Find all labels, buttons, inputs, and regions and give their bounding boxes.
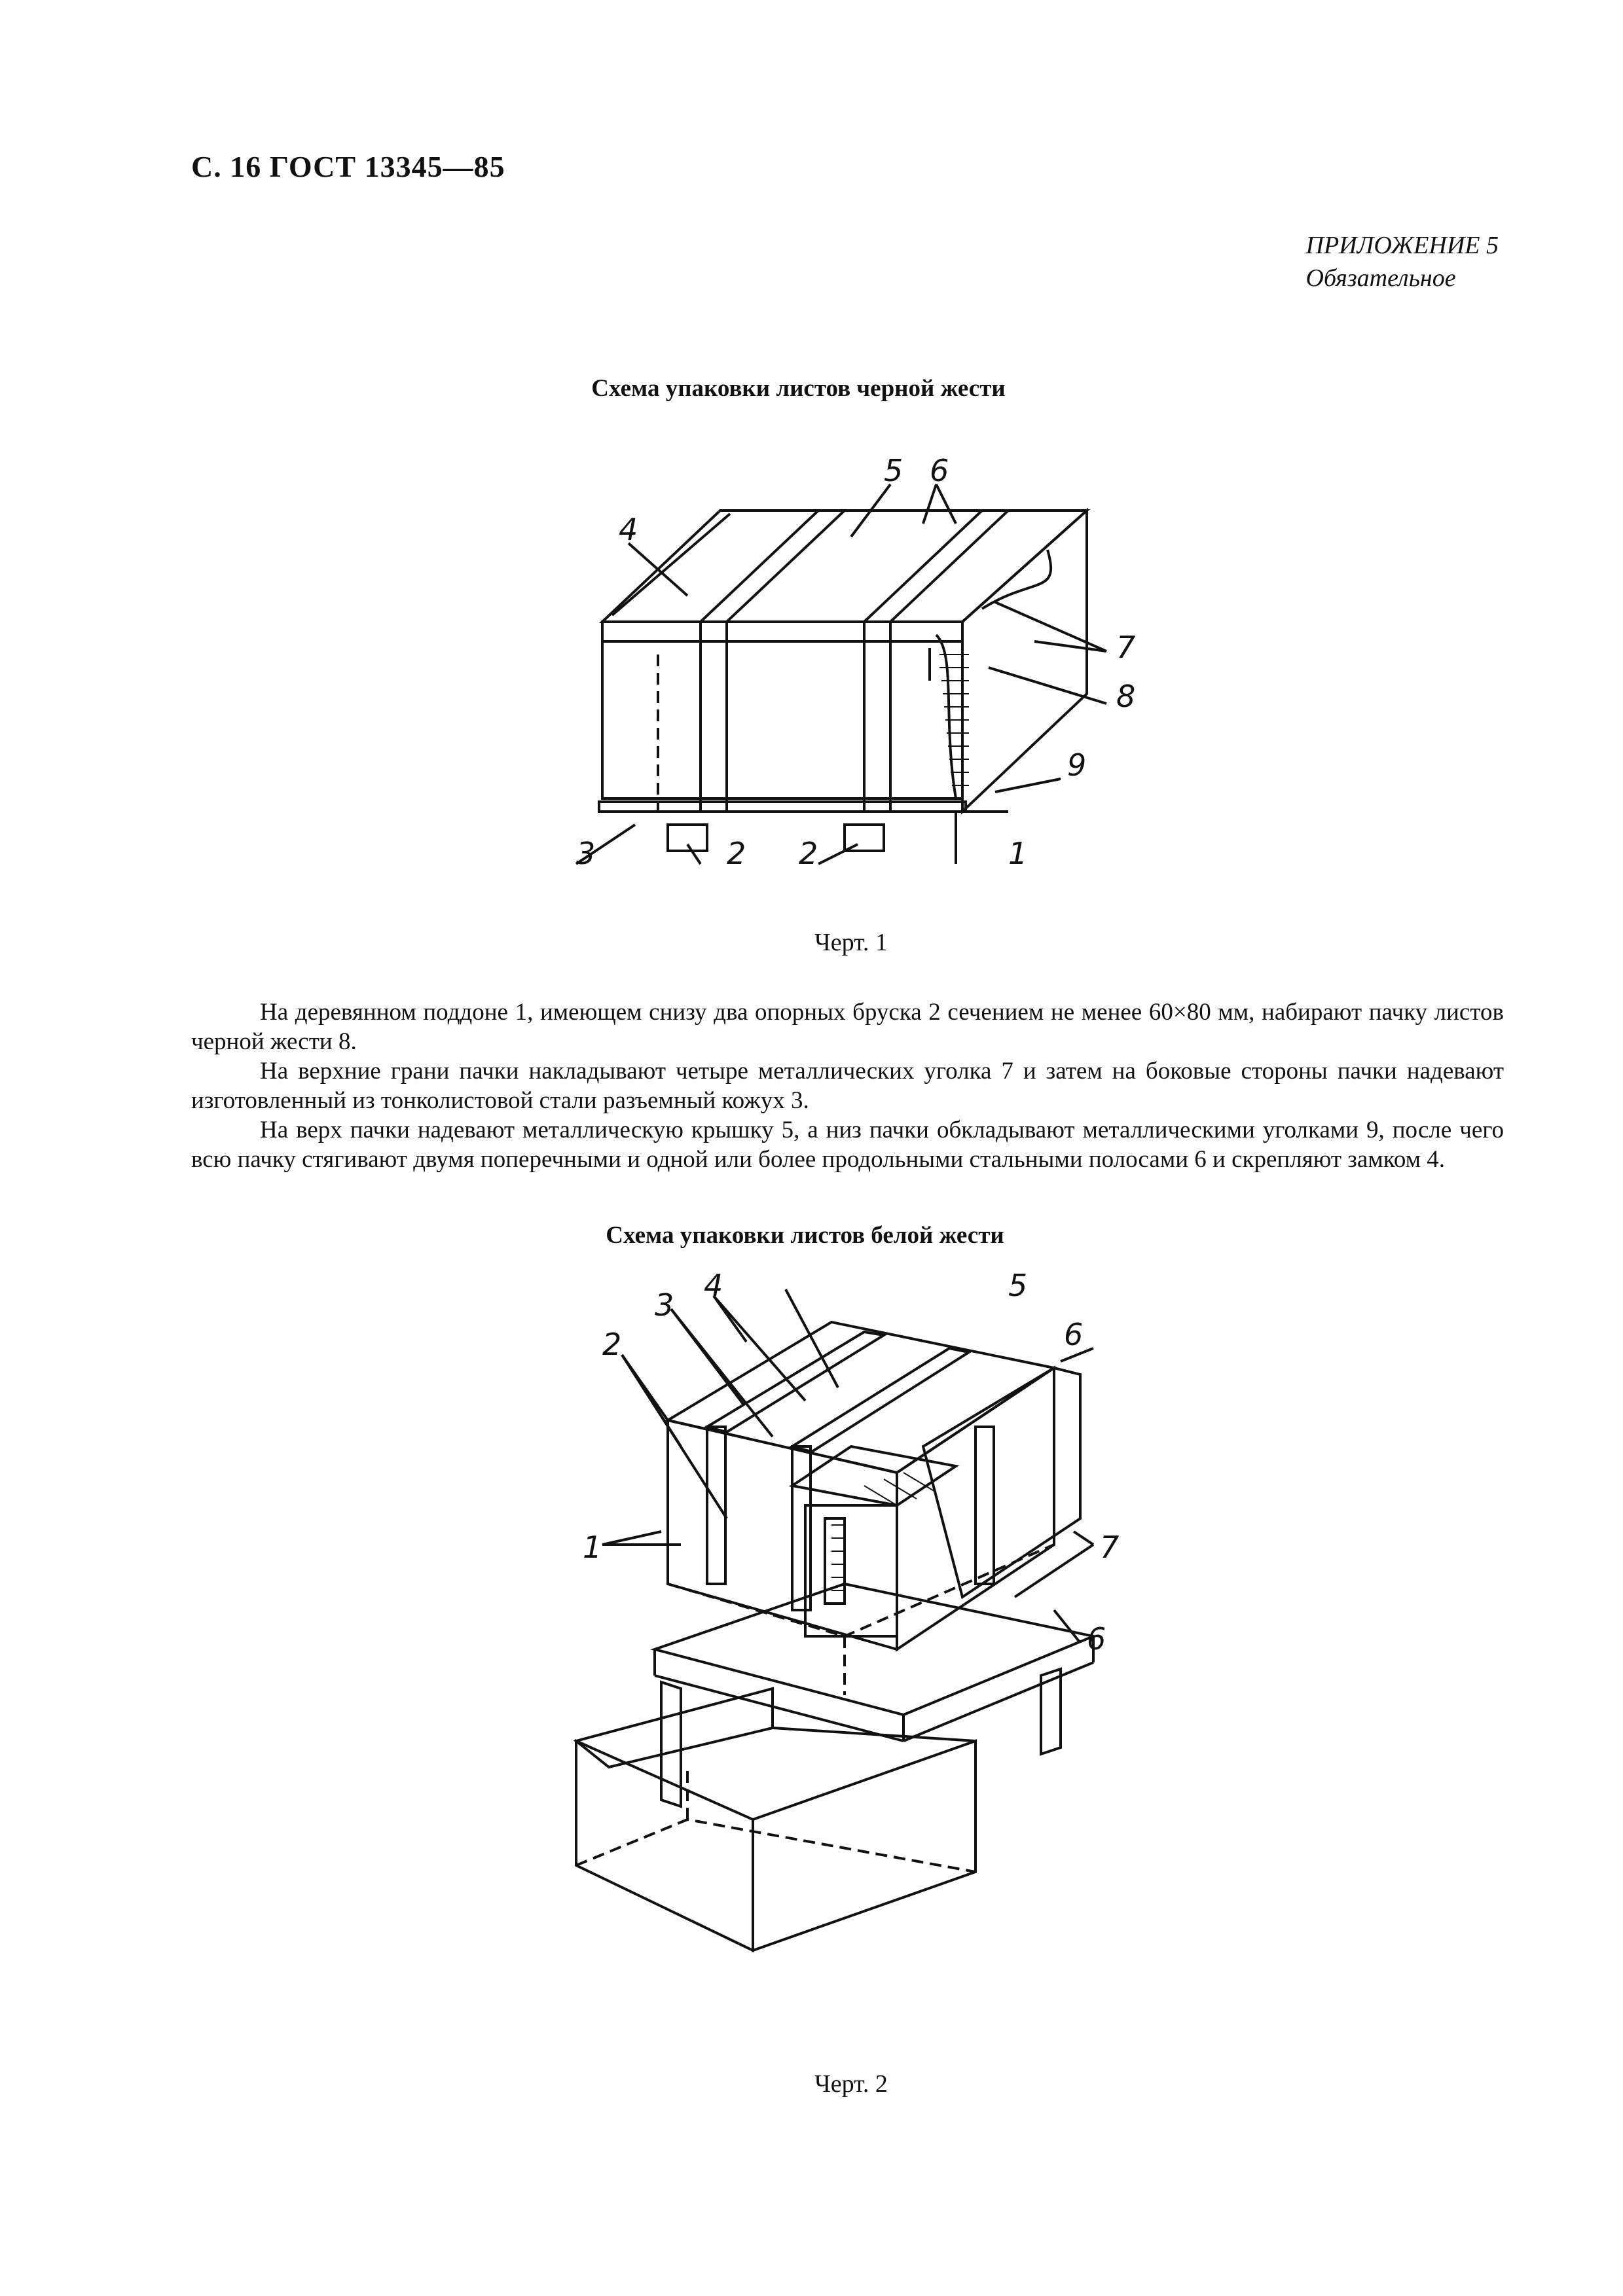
- appendix-title: ПРИЛОЖЕНИЕ 5: [1305, 232, 1499, 259]
- fig1-label-6: 6: [930, 453, 949, 488]
- body-text: [191, 997, 1504, 1174]
- fig2-label-3: 3: [655, 1287, 674, 1323]
- figure2-drawing: [556, 1270, 1146, 2042]
- fig1-label-2a: 2: [727, 836, 746, 871]
- fig1-label-8: 8: [1116, 679, 1136, 714]
- appendix-status: Обязательное: [1305, 264, 1456, 292]
- fig1-label-3: 3: [576, 836, 596, 871]
- fig2-label-6b: 6: [1087, 1621, 1106, 1657]
- fig2-label-6a: 6: [1064, 1317, 1084, 1352]
- figure2-caption: Черт. 2: [814, 2070, 888, 2098]
- figure1-caption: Черт. 1: [814, 929, 888, 956]
- fig1-label-9: 9: [1067, 747, 1087, 783]
- fig2-label-5: 5: [1008, 1270, 1028, 1303]
- paragraph-3: На верх пачки надевают металлическую крышку 5, а низ пачки обкладывают металлическими уголками 9, после чего всю пачку стягивают двумя поперечными и одной или более продольными стальными полосами 6 и скрепляют замком 4.: [191, 1117, 1504, 1173]
- fig1-label-1: 1: [1008, 836, 1028, 871]
- fig2-label-7: 7: [1100, 1530, 1120, 1565]
- fig1-label-7: 7: [1116, 630, 1136, 665]
- figure2-title: Схема упаковки листов белой жести: [606, 1222, 1004, 1249]
- fig1-label-5: 5: [884, 453, 903, 488]
- fig2-label-1: 1: [583, 1530, 602, 1565]
- appendix-block: [1306, 229, 1499, 295]
- fig2-label-4: 4: [704, 1270, 723, 1303]
- fig1-label-2b: 2: [799, 836, 818, 871]
- paragraph-2: На верхние грани пачки накладывают четыре металлических уголка 7 и затем на боковые стороны пачки надевают изготовленный из тонколистовой стали разъемный кожух 3.: [191, 1058, 1504, 1114]
- fig2-label-2: 2: [602, 1327, 622, 1362]
- fig1-label-4: 4: [619, 512, 638, 547]
- paragraph-1: На деревянном поддоне 1, имеющем снизу два опорных бруска 2 сечением не менее 60×80 мм, набирают пачку листов черной жести 8.: [191, 999, 1504, 1055]
- figure1-drawing: [537, 445, 1178, 890]
- figure1-title: Схема упаковки листов черной жести: [591, 375, 1006, 402]
- page-header: С. 16 ГОСТ 13345—85: [191, 150, 505, 183]
